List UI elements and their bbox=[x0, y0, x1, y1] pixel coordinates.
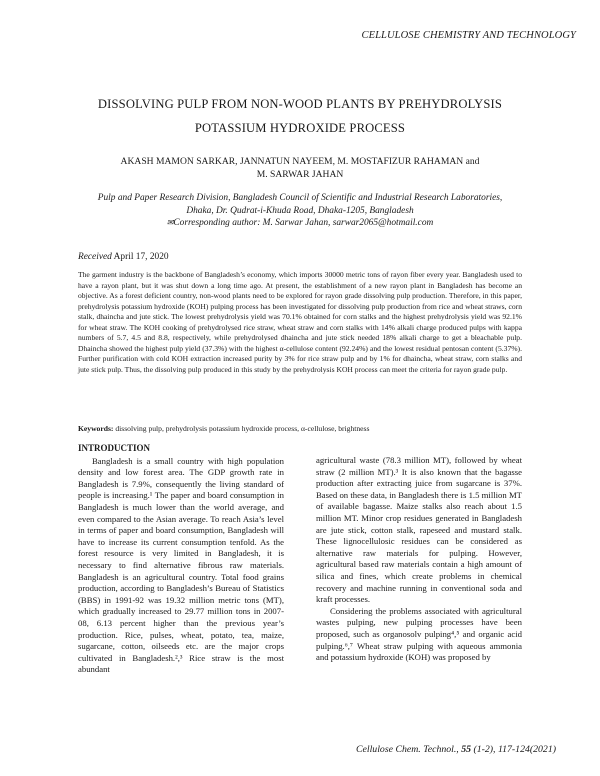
footer-issue-pages: (1-2), 117-124(2021) bbox=[473, 744, 556, 755]
affiliation-line-1: Pulp and Paper Research Division, Bangladesh Council of Scientific and Industrial Research Laboratories, bbox=[97, 193, 503, 203]
intro-paragraph-1: Bangladesh is a small country with high population density and low forest area. The GDP growth rate in Bangladesh is 7.9%, consequently the living standard of people is increasing.¹ The paper and board consumption in Bangladesh is much lower than the world average, and even compared to the Asian average. To reach Asia’s level in terms of paper and board consumption, Bangladesh will have to increase its current consumption tenfold. As the forest resource is very limited in Bangladesh, it is necessary to find alternative fibrous raw materials. Bangladesh is an agricultural country. Total food grains production, according to Bangladesh’s Bureau of Statistics (BBS) in 1991-92 was 19.32 million metric tons (MT), which gradually increased to 29.77 million tons in 2007-08, 6.13 percent higher than the previous year’s production. Rice, pulses, wheat, potato, tea, maize, sugarcane, cotton, oilseeds etc. are the major crops cultivated in Bangladesh.²,³ Rice straw is the most abundant bbox=[78, 455, 284, 675]
affiliation bbox=[60, 192, 540, 230]
keywords-text: dissolving pulp, prehydrolysis potassium hydroxide process, α-cellulose, brightness bbox=[115, 424, 370, 433]
left-column bbox=[78, 443, 284, 676]
received-value: April 17, 2020 bbox=[113, 252, 169, 262]
journal-header: CELLULOSE CHEMISTRY AND TECHNOLOGY bbox=[361, 30, 576, 41]
authors-line-2: M. SARWAR JAHAN bbox=[256, 169, 344, 180]
page-footer bbox=[356, 744, 556, 755]
author-list bbox=[60, 155, 540, 181]
section-heading: INTRODUCTION bbox=[78, 443, 151, 453]
affiliation-line-2: Dhaka, Dr. Qudrat-i-Khuda Road, Dhaka-1205, Bangladesh bbox=[186, 205, 414, 216]
title-line-1: DISSOLVING PULP FROM NON-WOOD PLANTS BY PREHYDROLYSIS bbox=[97, 97, 503, 111]
abstract: The garment industry is the backbone of Bangladesh’s economy, which imports 30000 metric tons of rayon fiber every year. Bangladesh used to have a rayon plant, but it was shut down a long time ago. At present, the establishment of a new rayon plant in Bangladesh has become an objective. As a forest deficient country, non-wood plants need to be explored for rayon grade dissolving pulp production. Therefore, in this paper, prehydrolysis potassium hydroxide (KOH) pulping process has been investigated for dissolving pulp production from rice and wheat straws, corn stalk, dhaincha and jute stick. The lowest prehydrolysis yield was 70.1% obtained for corn stalks and the highest prehydrolysis yield was 92.1% for wheat straw. The KOH cooking of prehydrolysed rice straw, wheat straw and corn stalks with 14% alkali charge produced pulps with kappa numbers of 5.7, 4.5 and 8.8, respectively, while prehydrolysed dhaincha and jute stick needed 18% alkali charge to get a bleachable pulp. Dhaincha showed the highest pulp yield (37.3%) with the highest α-cellulose content (92.24%) and the lowest residual pentosan content (5.37%). Further purification with cold KOH extraction increased purity by 3% for rice straw pulp and by 1% for dhaincha, wheat straw, corn stalks and jute stick pulp. Thus, the dissolving pulp produced in this study by the prehydrolysis KOH process can meet the criteria for rayon grade pulp. bbox=[78, 270, 522, 374]
paper-title bbox=[40, 92, 560, 140]
corresponding-author-text: Corresponding author: M. Sarwar Jahan, sarwar2065@hotmail.com bbox=[173, 218, 434, 228]
corresponding-author bbox=[60, 217, 540, 230]
footer-journal: Cellulose Chem. Technol., bbox=[355, 744, 459, 755]
envelope-icon: ✉ bbox=[166, 218, 174, 227]
received-date bbox=[78, 252, 169, 262]
authors-line-1: AKASH MAMON SARKAR, JANNATUN NAYEEM, M. MOSTAFIZUR RAHAMAN and bbox=[120, 156, 480, 167]
received-label: Received bbox=[78, 252, 112, 262]
intro-paragraph-3: Considering the problems associated with agricultural wastes pulping, new pulping processes have been proposed, such as organosolv pulping⁴,⁵ and organic acid pulping.⁶,⁷ Wheat straw pulping with aqueous ammonia and potassium hydroxide (KOH) was proposed by bbox=[316, 605, 522, 663]
keywords-label: Keywords: bbox=[78, 424, 114, 433]
title-line-2: POTASSIUM HYDROXIDE PROCESS bbox=[194, 121, 406, 135]
keywords bbox=[78, 424, 522, 435]
intro-paragraph-2: agricultural waste (78.3 million MT), followed by wheat straw (2 million MT).³ It is also known that the bagasse production after extracting juice from sugarcane is 37%. Based on these data, in Bangladesh there is 1.5 million MT of available bagasse. Maize stalks also reach about 1.5 million MT. Minor crop residues generated in Bangladesh are jute stick, cotton stalk, rapeseed and mustard stalk. These lignocellulosic residues can be considered as alternative raw materials for pulping. However, agricultural based raw materials contain a high amount of silica and fines, which create problems in chemical recovery and machine running in conventional soda and kraft processes. bbox=[316, 455, 522, 605]
right-column bbox=[316, 455, 522, 664]
footer-volume: 55 bbox=[461, 744, 472, 755]
